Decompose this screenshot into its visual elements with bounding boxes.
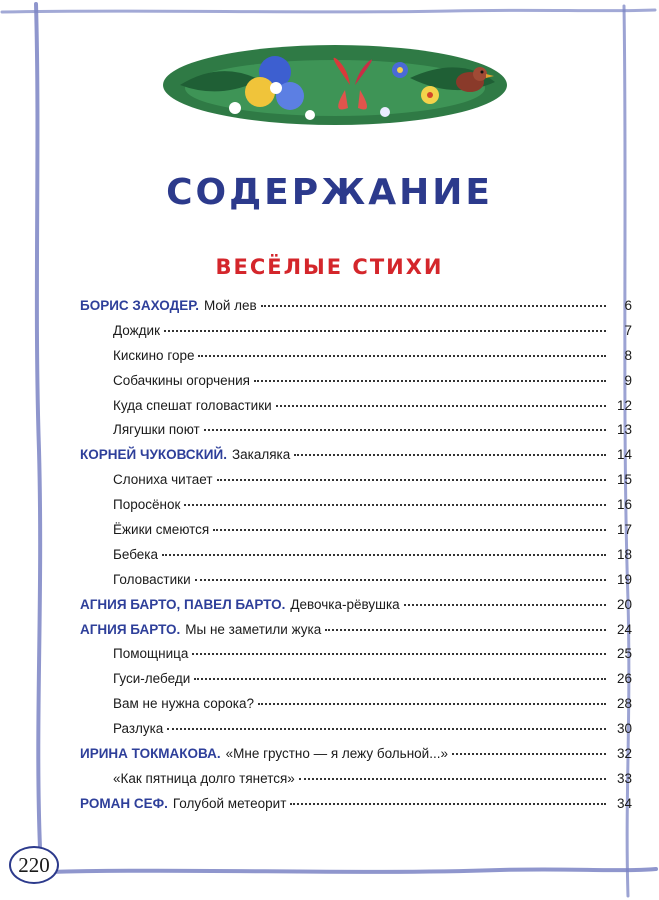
toc-entry: [80, 497, 632, 522]
section-title: ВЕСЁЛЫЕ СТИХИ: [215, 255, 444, 279]
toc-leader-dots: [299, 778, 606, 780]
toc-entry: [80, 746, 632, 771]
toc-page-number: 18: [616, 546, 632, 562]
toc-entry: [80, 646, 632, 671]
frame-bottom-line: [48, 869, 656, 872]
toc-author: БОРИС ЗАХОДЕР.: [80, 298, 199, 313]
toc-entry: [80, 547, 632, 572]
toc-entry: [80, 298, 632, 323]
toc-entry: [80, 771, 632, 796]
toc-entry: [80, 622, 632, 647]
toc-entry: [80, 597, 632, 622]
toc-leader-dots: [213, 529, 606, 531]
toc-page-number: 15: [616, 472, 632, 488]
toc-leader-dots: [254, 380, 606, 382]
toc-leader-dots: [204, 429, 606, 431]
toc-author: ИРИНА ТОКМАКОВА.: [80, 746, 221, 762]
toc-entry: [80, 323, 632, 348]
toc-work-title: Куда спешат головастики: [113, 397, 272, 413]
toc-leader-dots: [290, 803, 606, 805]
toc-leader-dots: [164, 330, 606, 332]
toc-entry: [80, 398, 632, 423]
toc-entry: [80, 472, 632, 497]
toc-page-number: 7: [624, 322, 632, 338]
toc-work-title: Помощница: [113, 646, 189, 662]
toc-page-number: 26: [616, 671, 632, 687]
toc-page-number: 30: [616, 721, 632, 737]
toc-work-title: Разлука: [113, 721, 164, 737]
toc-page-number: 19: [616, 571, 632, 587]
toc-work-title: Девочка-рёвушка: [290, 596, 400, 612]
toc-work-title: Поросёнок: [113, 497, 181, 513]
frame-top-line: [2, 10, 655, 12]
toc-work-title: Слониха читает: [113, 472, 213, 488]
toc-leader-dots: [258, 703, 606, 705]
toc-page-number: 25: [616, 646, 632, 662]
page-number: 220: [9, 846, 59, 884]
toc-work-title: Лягушки поют: [113, 422, 200, 438]
toc-work-title: Ёжики смеются: [113, 522, 210, 538]
toc-page-number: 33: [616, 770, 632, 786]
toc-leader-dots: [404, 604, 606, 606]
toc-leader-dots: [452, 753, 606, 755]
toc-page-number: 24: [616, 621, 632, 637]
toc-leader-dots: [192, 653, 606, 655]
toc-page-number: 13: [616, 422, 632, 438]
toc-leader-dots: [294, 454, 606, 456]
toc-work-title: Вам не нужна сорока?: [113, 696, 255, 712]
toc-work-title: Головастики: [113, 571, 191, 587]
toc-entry: [80, 671, 632, 696]
toc-work-title: «Мне грустно — я лежу больной...»: [225, 746, 448, 762]
toc-work-title: Мы не заметили жука: [185, 621, 322, 637]
toc-entry: [80, 572, 632, 597]
toc-page-number: 8: [624, 347, 632, 363]
toc-page-number: 14: [616, 447, 632, 463]
header-illustration: [160, 30, 510, 140]
toc-work-title: Собачкины огорчения: [113, 372, 250, 388]
toc-work-title: Гуси-лебеди: [113, 671, 191, 687]
toc-entry: [80, 447, 632, 472]
toc-entry: [80, 522, 632, 547]
frame-left-line: [36, 4, 40, 848]
toc-page-number: 28: [616, 696, 632, 712]
toc-page-number: 9: [624, 372, 632, 388]
page-title: СОДЕРЖАНИЕ: [166, 172, 493, 213]
toc-entry: [80, 422, 632, 447]
toc-leader-dots: [217, 479, 607, 481]
toc-leader-dots: [325, 629, 606, 631]
toc-entry: [80, 721, 632, 746]
toc-leader-dots: [198, 355, 606, 357]
toc-entry: [80, 796, 632, 821]
toc-work-title: Дождик: [113, 322, 161, 338]
toc-page-number: 17: [616, 522, 632, 538]
toc-work-title: Кискино горе: [113, 347, 195, 363]
table-of-contents: [80, 298, 632, 821]
toc-work-title: Закаляка: [231, 447, 291, 463]
toc-work-title: «Как пятница долго тянется»: [113, 770, 295, 786]
toc-entry: [80, 696, 632, 721]
toc-leader-dots: [276, 405, 606, 407]
toc-page-number: 6: [624, 298, 632, 313]
toc-page-number: 12: [616, 397, 632, 413]
toc-leader-dots: [162, 554, 606, 556]
toc-leader-dots: [167, 728, 606, 730]
toc-leader-dots: [184, 504, 606, 506]
toc-leader-dots: [195, 579, 606, 581]
toc-entry: [80, 373, 632, 398]
toc-page-number: 34: [616, 795, 632, 811]
toc-work-title: Голубой метеорит: [172, 795, 287, 811]
toc-leader-dots: [261, 305, 606, 307]
toc-author: КОРНЕЙ ЧУКОВСКИЙ.: [80, 447, 227, 463]
toc-leader-dots: [194, 678, 606, 680]
toc-work-title: Бебека: [113, 546, 159, 562]
toc-page-number: 32: [616, 746, 632, 762]
toc-author: АГНИЯ БАРТО, ПАВЕЛ БАРТО.: [80, 596, 286, 612]
toc-author: РОМАН СЕФ.: [80, 795, 168, 811]
toc-entry: [80, 348, 632, 373]
toc-page-number: 16: [616, 497, 632, 513]
toc-page-number: 20: [616, 596, 632, 612]
toc-author: АГНИЯ БАРТО.: [80, 621, 181, 637]
toc-work-title: Мой лев: [203, 298, 257, 313]
